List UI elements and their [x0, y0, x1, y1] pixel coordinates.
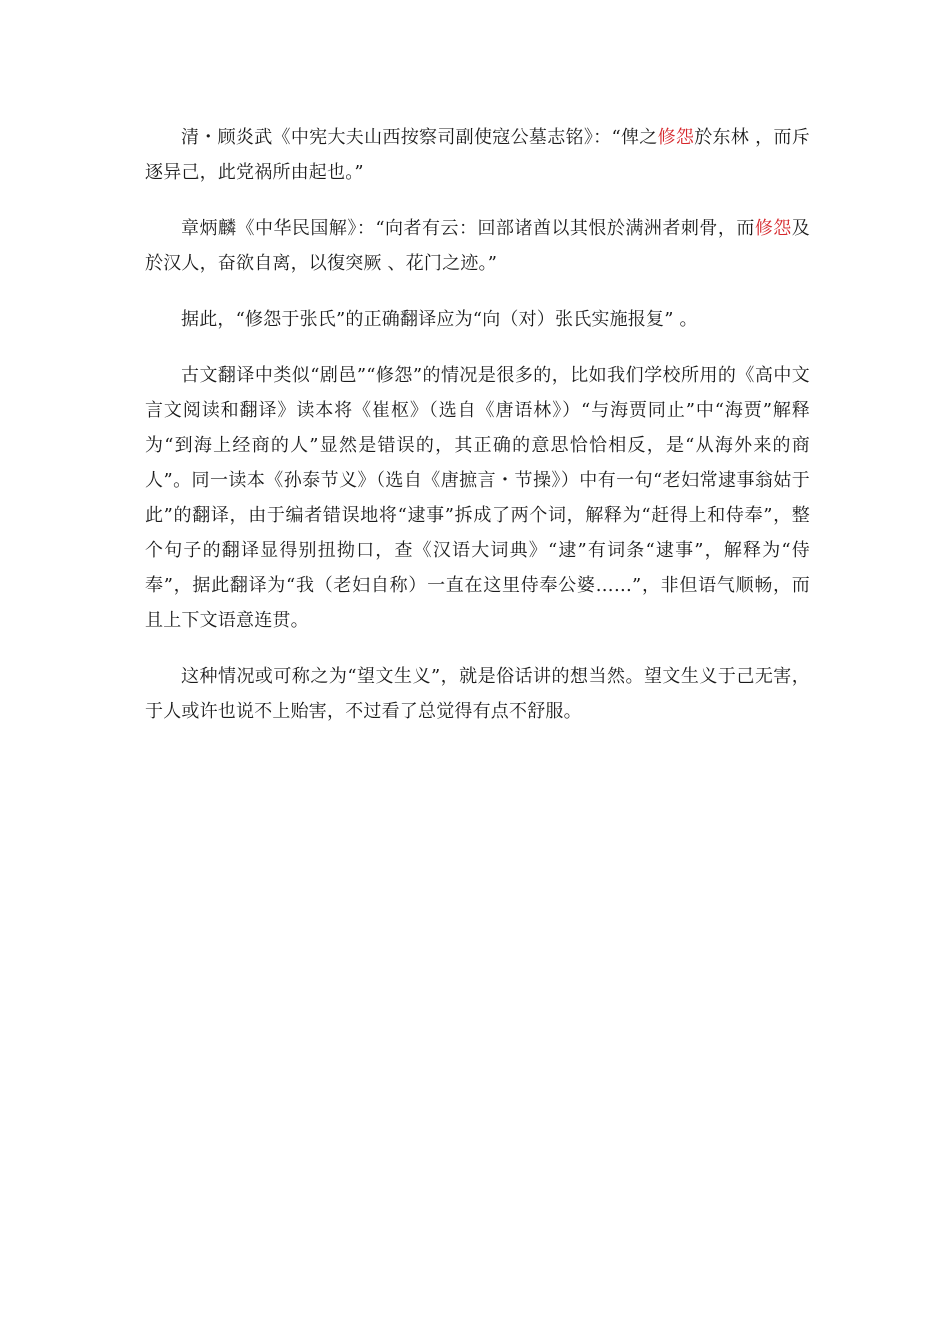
- paragraph-wangwen-shengyi: [145, 659, 810, 729]
- text-segment: 及於汉人，奋欲自离，以復突厥 、花门之迹。”: [145, 218, 810, 274]
- text-segment: 据此，“修怨于张氏”的正确翻译应为“向（对）张氏实施报复” 。: [181, 309, 698, 330]
- highlighted-term-xiuyuan: 修怨: [754, 218, 792, 239]
- text-segment: 这种情况或可称之为“望文生义”，就是俗话讲的想当然。望文生义于己无害，于人或许也说不上贻害，不过看了总觉得有点不舒服。: [145, 666, 810, 722]
- text-segment: 於东林 ，而斥逐异己，此党祸所由起也。”: [145, 127, 810, 183]
- text-segment: 古文翻译中类似“剧邑”“修怨”的情况是很多的，比如我们学校所用的《高中文言文阅读和翻译》读本将《崔枢》（选自《唐语林》）“与海贾同止”中“海贾”解释为“到海上经商的人”显然是错误的，其正确的意思恰恰相反，是“从海外来的商人”。同一读本《孙泰节义》（选自《唐摭言・节操》）中有一句“老妇常逮事翁姑于此”的翻译，由于编者错误地将“逮事”拆成了两个词，解释为“赶得上和侍奉”，整个句子的翻译显得别扭拗口，查《汉语大词典》“逮”有词条“逮事”，解释为“侍奉”，据此翻译为“我（老妇自称）一直在这里侍奉公婆……”，非但语气顺畅，而且上下文语意连贯。: [145, 365, 810, 631]
- document-body: [145, 120, 810, 750]
- paragraph-zhang-binglin-quote: [145, 211, 810, 281]
- highlighted-term-xiuyuan: 修怨: [657, 127, 695, 148]
- text-segment: 清・顾炎武《中宪大夫山西按察司副使寇公墓志铭》：“俾之: [181, 127, 658, 148]
- paragraph-gu-yanwu-quote: [145, 120, 810, 190]
- paragraph-conclusion-translation: [145, 302, 810, 337]
- text-segment: 章炳麟《中华民国解》：“向者有云：回部诸酋以其恨於满洲者刺骨，而: [181, 218, 755, 239]
- paragraph-translation-examples: [145, 358, 810, 638]
